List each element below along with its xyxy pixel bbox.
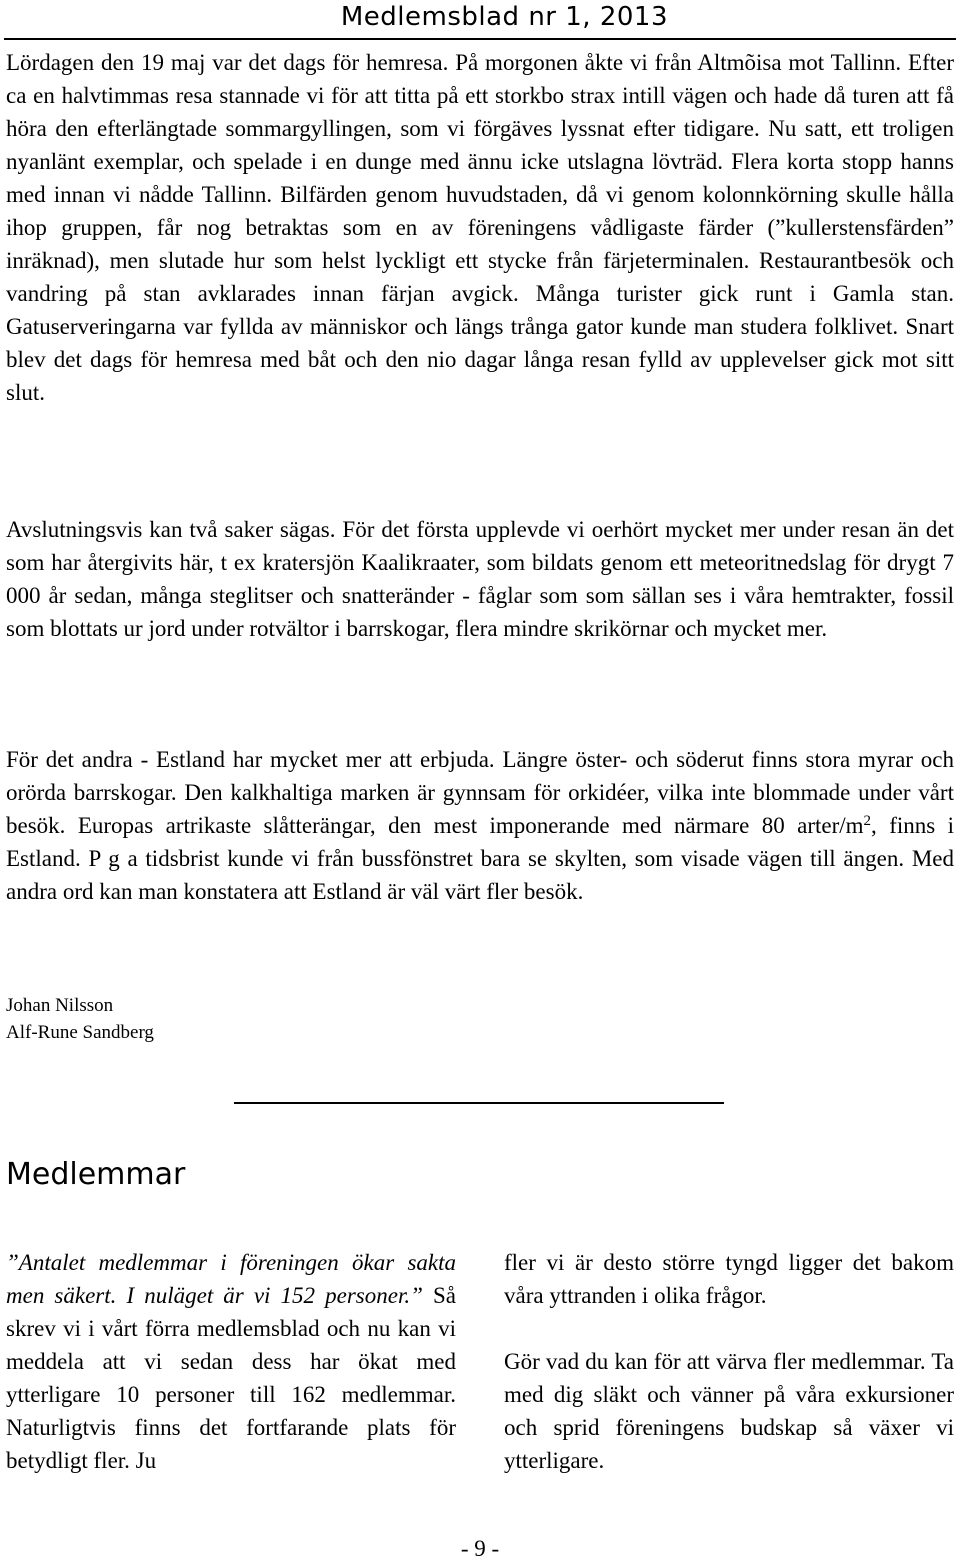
superscript-two: 2 [863, 812, 872, 829]
section-separator [234, 1102, 724, 1104]
article-paragraph-3 [6, 743, 954, 908]
members-right-paragraph-1: fler vi är desto större tyngd ligger det bakom våra yttranden i olika frågor. [504, 1250, 954, 1308]
author-johan: Johan Nilsson [6, 995, 114, 1016]
article-paragraph-3-text-a: För det andra - Estland har mycket mer att erbjuda. Längre öster- och söderut finns stora myrar och orörda barrskogar. Den kalkhaltiga marken är gynnsam för orkidéer, vilka inte blommade under vårt besök. Europas artrikaste slåtterängar, den mest imponerande med närmare 80 arter/m [6, 747, 954, 838]
members-quote: ”Antalet medlemmar i föreningen ökar sakta men säkert. I nuläget är vi 152 personer.” [6, 1250, 456, 1308]
page-number: - 9 - [460, 1536, 500, 1561]
members-right-paragraph-2: Gör vad du kan för att värva fler medlemmar. Ta med dig släkt och vänner på våra exkursioner och sprid föreningens budskap så växer vi ytterligare. [504, 1349, 954, 1473]
members-left-column [6, 1246, 456, 1477]
members-right-column [504, 1246, 954, 1477]
header-rule [4, 38, 956, 40]
article-paragraph-2: Avslutningsvis kan två saker sägas. För det första upplevde vi oerhört mycket mer under resan än det som har återgivits här, t ex kratersjön Kaalikraater, som bildats genom ett meteoritnedslag för drygt 7 000 år sedan, många steglitser och snatteränder - fåglar som som sällan ses i våra hemtrakter, fossil som blottats ur jord under rotvältor i barrskogar, flera mindre skrikörnar och mycket mer. [6, 517, 954, 641]
section-title-members: Medlemmar [6, 1157, 186, 1192]
author-alf-rune: Alf-Rune Sandberg [6, 1022, 154, 1043]
paragraph-gap [504, 1312, 954, 1345]
article-paragraph-1: Lördagen den 19 maj var det dags för hemresa. På morgonen åkte vi från Altmõisa mot Tallinn. Efter ca en halvtimmas resa stannade vi för att titta på ett storkbo strax intill vägen och hade då turen att få höra den efterlängtade sommargyllingen, som vi förgäves lyssnat efter tidigare. Nu satt, ett troligen nyanlänt exemplar, och spelade i en dunge med ännu icke utslagna lövträd. Flera korta stopp hanns med innan vi nådde Tallinn. Bilfärden genom huvudstaden, då vi genom kolonnkörning skulle hålla ihop gruppen, får nog betraktas som en av föreningens vådligaste färder (”kullerstensfärden” inräknad), men slutade hur som helst lyckligt ett stycke från färjeterminalen. Restaurantbesök och vandring på stan avklarades innan färjan avgick. Många turister gick runt i Gamla stan. Gatuserveringarna var fyllda av människor och längs trånga gator kunde man studera folklivet. Snart blev det dags för hemresa med båt och den nio dagar långa resan fylld av upplevelser gick mot sitt slut. [6, 50, 954, 405]
newsletter-header: Medlemsblad nr 1, 2013 [340, 2, 668, 32]
members-left-text: Så skrev vi i vårt förra medlemsblad och nu kan vi meddela att vi sedan dess har ökat med ytterligare 10 personer till 162 medlemmar. Naturligtvis finns det fortfarande plats för betydligt fler. Ju [6, 1283, 456, 1473]
article-paragraph-3-text-b: , finns i Estland. P g a tidsbrist kunde vi från bussfönstret bara se skylten, som visade vägen till ängen. Med andra ord kan man konstatera att Estland är väl värt fler besök. [6, 813, 954, 904]
